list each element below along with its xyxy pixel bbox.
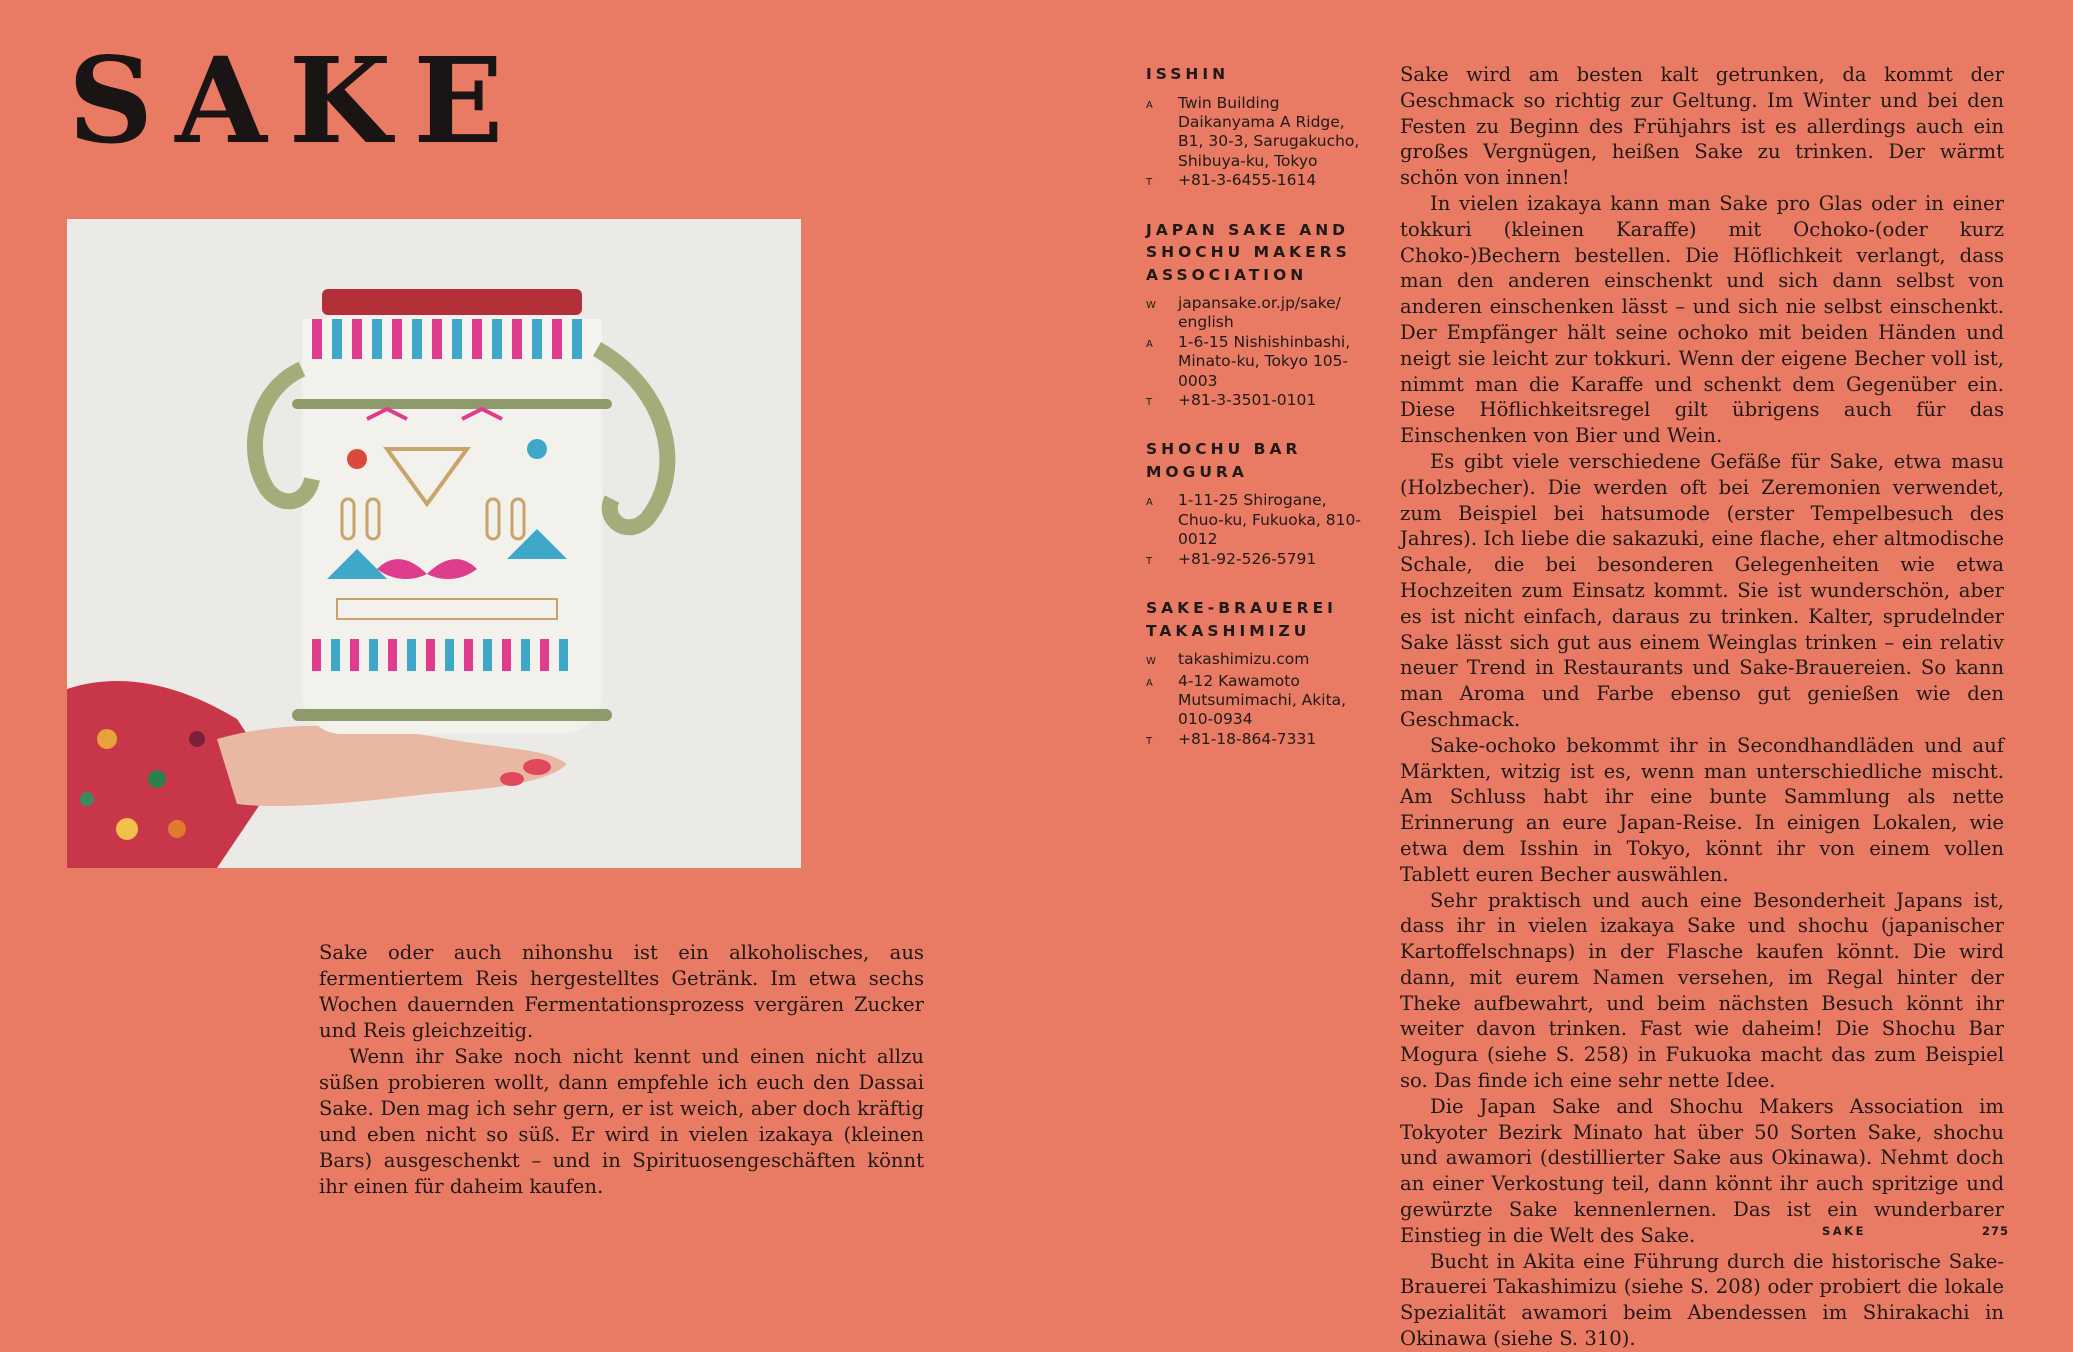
page-title: SAKE	[68, 31, 526, 170]
body-paragraph: Sake wird am besten kalt getrunken, da kommt der Geschmack so richtig zur Geltung. Im Winter und bei den Festen zu Beginn des Frühjahrs ist es allerdings auch ein großes Vergnügen, heißen Sake zu trinken. Der wärmt schön von innen!	[1400, 63, 2004, 190]
venue-phone	[1146, 391, 1366, 412]
body-paragraph: Bucht in Akita eine Führung durch die historische Sake-Brauerei Takashimizu (siehe S. 208) oder probiert die lokale Spezialität awamori beim Abendessen im Shirakachi in Okinawa (siehe S. 310).	[1400, 1249, 2004, 1351]
detail-key: T	[1146, 177, 1154, 189]
venue-address	[1146, 94, 1366, 172]
website-link[interactable]: takashimizu.com	[1178, 650, 1310, 669]
intro-paragraph: Wenn ihr Sake noch nicht kennt und einen nicht allzu süßen probieren wollt, dann empfehle ich euch den Dassai Sake. Den mag ich sehr gern, er ist weich, aber doch kräftig und eben nicht so süß. Er wird in vielen izakaya (kleinen Bars) ausgeschenkt – und in Spirituosengeschäften könnt ihr einen für daheim kaufen.	[319, 1045, 924, 1198]
venue-name: JAPAN SAKE AND SHOCHU MAKERS ASSOCIATION	[1146, 220, 1351, 284]
venue-address	[1146, 333, 1366, 391]
body-paragraph: Sake-ochoko bekommt ihr in Secondhandläden und auf Märkten, witzig ist es, wenn man unterschiedliche mischt. Am Schluss habt ihr eine bunte Sammlung als nette Erinnerung an eure Japan-Reise. In einigen Lokalen, wie etwa dem Isshin in Tokyo, könnt ihr von einem vollen Tablett euren Becher auswählen.	[1400, 733, 2004, 886]
intro-text	[319, 940, 924, 1200]
detail-key: A	[1146, 497, 1154, 509]
running-footer-title: SAKE	[1822, 1224, 1866, 1238]
body-paragraph: Sehr praktisch und auch eine Besonderheit Japans ist, dass ihr in vielen izakaya Sake und shochu (japanischer Kartoffelschnaps) in der Flasche kaufen könnt. Die wird dann, mit eurem Namen versehen, im Regal hinter der Theke aufbewahrt, und beim nächsten Besuch könnt ihr weiter davon trinken. Fast wie daheim! Die Shochu Bar Mogura (siehe S. 258) in Fukuoka macht das zum Beispiel so. Das finde ich eine sehr nette Idee.	[1400, 888, 2004, 1093]
detail-key: T	[1146, 555, 1154, 567]
detail-value: +81-18-864-7331	[1178, 729, 1317, 748]
venue-directory	[1146, 63, 1366, 777]
venue-entry	[1146, 438, 1366, 571]
detail-key: T	[1146, 735, 1154, 747]
website-link[interactable]: japansake.or.jp/sake/ english	[1178, 294, 1341, 332]
detail-value: +81-92-526-5791	[1178, 549, 1317, 568]
sake-barrel-photo	[67, 219, 801, 868]
venue-website	[1146, 650, 1366, 671]
detail-key: A	[1146, 338, 1154, 350]
detail-value: +81-3-6455-1614	[1178, 171, 1317, 190]
detail-key: T	[1146, 397, 1154, 409]
venue-phone	[1146, 550, 1366, 571]
venue-name: SHOCHU BAR MOGURA	[1146, 440, 1302, 481]
venue-entry	[1146, 219, 1366, 413]
venue-name: SAKE-BRAUEREI TAKASHIMIZU	[1146, 599, 1337, 640]
venue-phone	[1146, 730, 1366, 751]
venue-website	[1146, 294, 1366, 333]
venue-entry	[1146, 597, 1366, 751]
detail-value: +81-3-3501-0101	[1178, 391, 1317, 410]
detail-value: 1-6-15 Nishishinbashi, Minato-ku, Tokyo 105-0003	[1178, 332, 1351, 390]
detail-key: W	[1146, 656, 1157, 668]
venue-name: ISSHIN	[1146, 65, 1230, 83]
detail-value: 4-12 Kawamoto Mutsumimachi, Akita, 010-0934	[1178, 671, 1347, 729]
article-body	[1400, 62, 2004, 1352]
detail-key: A	[1146, 677, 1154, 689]
venue-address	[1146, 672, 1366, 730]
detail-value: 1-11-25 Shirogane, Chuo-ku, Fukuoka, 810-0012	[1178, 491, 1361, 549]
detail-key: A	[1146, 99, 1154, 111]
body-paragraph: In vielen izakaya kann man Sake pro Glas oder in einer tokkuri (kleinen Karaffe) mit Ochoko-(oder kurz Choko-)Bechern bestellen. Die Höflichkeit verlangt, dass man den anderen einschenkt und sich dann selbst von anderen einschenken lässt – und sich nie selbst einschenkt. Der Empfänger hält seine ochoko mit beiden Händen und neigt sie leicht zur tokkuri. Wenn der eigene Becher voll ist, nimmt man die Karaffe und schenkt dem Gegenüber ein. Diese Höflichkeitsregel gilt übrigens auch für das Einschenken von Bier und Wein.	[1400, 191, 2004, 448]
detail-value: Twin Building Daikanyama A Ridge, B1, 30-3, Sarugakucho, Shibuya-ku, Tokyo	[1178, 93, 1360, 170]
page-number: 275	[1982, 1224, 2010, 1238]
sake-barrel-illustration	[67, 219, 801, 868]
venue-entry	[1146, 63, 1366, 193]
body-paragraph: Die Japan Sake and Shochu Makers Association im Tokyoter Bezirk Minato hat über 50 Sorten Sake, shochu und awamori (destillierter Sake aus Okinawa). Nehmt doch an einer Verkostung teil, dann könnt ihr auch spritzige und gewürzte Sake kennenlernen. Das ist ein wunderbarer Einstieg in die Welt des Sake.	[1400, 1094, 2004, 1247]
venue-address	[1146, 491, 1366, 549]
intro-paragraph: Sake oder auch nihonshu ist ein alkoholisches, aus fermentiertem Reis hergestelltes Getränk. Im etwa sechs Wochen dauernden Fermentationsprozess vergären Zucker und Reis gleichzeitig.	[319, 941, 924, 1042]
body-paragraph: Es gibt viele verschiedene Gefäße für Sake, etwa masu (Holzbecher). Die werden oft bei Zeremonien verwendet, zum Beispiel bei hatsumode (erster Tempelbesuch des Jahres). Ich liebe die sakazuki, eine flache, eher altmodische Schale, die bei besonderen Gelegenheiten wie etwa Hochzeiten zum Einsatz kommt. Sie ist wunderschön, aber es ist nicht einfach, daraus zu trinken. Kalter, sprudelnder Sake lässt sich gut aus einem Weinglas trinken – ein relativ neuer Trend in Restaurants und Sake-Brauereien. So kann man Aroma und Farbe ebenso gut genießen wie den Geschmack.	[1400, 449, 2004, 731]
venue-phone	[1146, 171, 1366, 192]
detail-key: W	[1146, 300, 1157, 312]
